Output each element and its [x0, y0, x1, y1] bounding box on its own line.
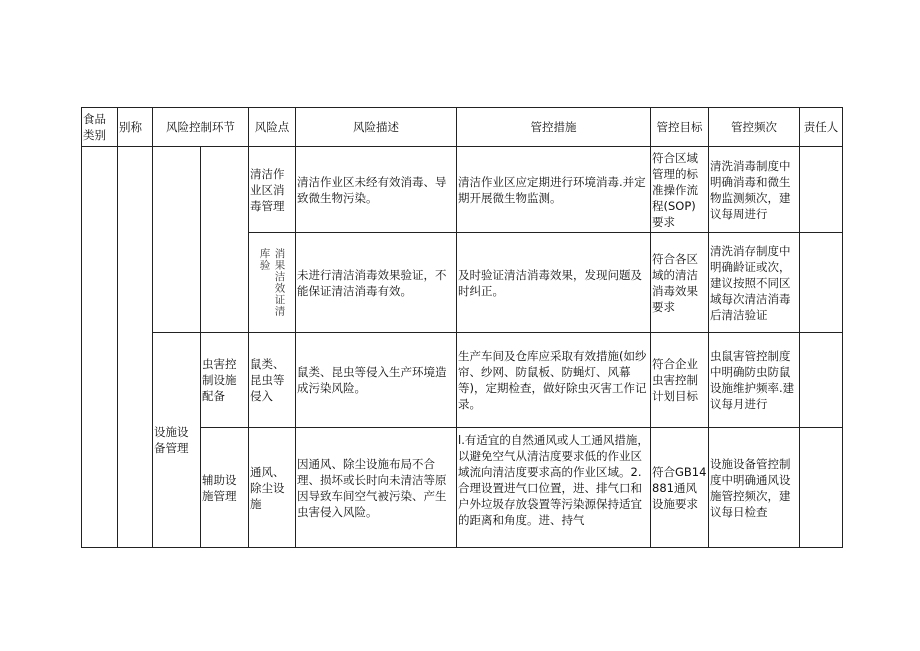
risk-point-vertical-text: [250, 248, 294, 317]
risk-point-cell: 鼠类、昆虫等侵入: [249, 333, 296, 428]
measures-cell: 生产车间及仓库应采取有效措施(如纱帘、纱网、防鼠板、防蝇灯、风幕等)，定期检查，做好除虫灭害工作记录。: [457, 333, 651, 428]
header-food-category: 食品类别: [82, 108, 118, 147]
header-alias: 别称: [118, 108, 153, 147]
control-sub-cell: [201, 147, 249, 333]
header-risk-point: 风险点: [249, 108, 296, 147]
responsible-cell: [800, 233, 843, 333]
frequency-cell: 虫鼠害管控制度中明确防虫防鼠设施维护频率.建议每月进行: [709, 333, 800, 428]
frequency-cell: 清洗消存制度中明确龄证或次，建议按照不同区域每次清洁消毒后清洁验证: [709, 233, 800, 333]
measures-cell: l.有适宜的自然通风或人工通风措施，以避免空气从清洁度要求低的作业区域流向清洁度要求高的作业区域。2.合理设置进气口位置，进、排气口和户外垃圾存放袋置等污染源保持适宜的距离和角度。进、持气: [457, 428, 651, 548]
header-target: 管控目标: [651, 108, 709, 147]
risk-desc-cell: 因通风、除尘设施布局不合理、损坏或长时向未清洁等原因导致车间空气被污染、产生虫害侵入风险。: [296, 428, 457, 548]
group-label-cell: 设施设备管理: [153, 333, 201, 548]
header-row: [82, 108, 843, 147]
risk-point-vertical-col: 消果洁效证清: [273, 248, 286, 317]
header-responsible: 责任人: [800, 108, 843, 147]
target-cell: 符合GB14881通风设施要求: [651, 428, 709, 548]
frequency-cell: 清洗消毒制度中明确消毒和微生物监测频次，建议每周进行: [709, 147, 800, 233]
header-frequency: 管控频次: [709, 108, 800, 147]
risk-point-cell: [249, 233, 296, 333]
control-stage-cell: 虫害控制设施配备: [201, 333, 249, 428]
measures-cell: 及时验证清洁消毒效果，发现问题及时纠正。: [457, 233, 651, 333]
frequency-cell: 设施设备管控制度中明确通风设施管控频次，建议每日检查: [709, 428, 800, 548]
risk-desc-cell: 鼠类、昆虫等侵入生产环境造成污染风险。: [296, 333, 457, 428]
risk-desc-cell: 清洁作业区未经有效消毒、导致微生物污染。: [296, 147, 457, 233]
alias-cell: [118, 147, 153, 548]
table-row: [82, 333, 843, 428]
control-stage-cell: 辅助设施管理: [201, 428, 249, 548]
responsible-cell: [800, 428, 843, 548]
risk-point-cell: 清洁作业区消毒管理: [249, 147, 296, 233]
measures-cell: 清洁作业区应定期进行环境消毒.并定期开展微生物监测。: [457, 147, 651, 233]
target-cell: 符合各区域的清洁消毒效果要求: [651, 233, 709, 333]
header-control-stage: 风险控制环节: [153, 108, 249, 147]
risk-point-cell: 通风、除尘设施: [249, 428, 296, 548]
risk-control-table: [81, 107, 843, 548]
food-category-cell: [82, 147, 118, 548]
header-risk-desc: 风险描述: [296, 108, 457, 147]
risk-point-vertical-col: 库验: [258, 248, 271, 271]
responsible-cell: [800, 333, 843, 428]
responsible-cell: [800, 147, 843, 233]
risk-desc-cell: 未进行清洁消毒效果验证，不能保证清洁消毒有效。: [296, 233, 457, 333]
control-stage-cell: [153, 147, 201, 333]
target-cell: 符合区域管理的标准操作流程(SOP)要求: [651, 147, 709, 233]
header-measures: 管控措施: [457, 108, 651, 147]
target-cell: 符合企业虫害控制计划目标: [651, 333, 709, 428]
table-row: [82, 147, 843, 233]
